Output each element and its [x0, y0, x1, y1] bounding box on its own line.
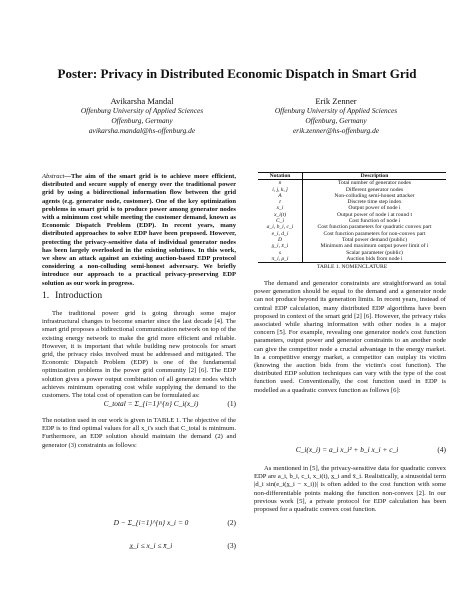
table-cell: x̲_i, x̄_i	[258, 243, 303, 249]
author-affiliation: Offenburg University of Applied Sciences	[80, 106, 204, 115]
table-cell: Cost function parameters for quadratic convex part	[317, 224, 432, 231]
section-heading	[42, 291, 102, 301]
section-number: 1.	[42, 291, 50, 301]
table-cell: Cost function parameters for non-convex part	[323, 230, 426, 237]
table-cell: s	[258, 250, 303, 256]
author-email: erik.zenner@hs-offenburg.de	[292, 126, 380, 135]
abstract	[42, 173, 236, 288]
equation-4	[262, 445, 446, 454]
equation-3	[80, 541, 236, 550]
table-cell: Output power of node i	[348, 205, 401, 212]
equation-expression: D − Σ_{i=1}^{n} x_i = 0	[113, 518, 189, 527]
table-cell: Discrete time step index	[347, 199, 402, 206]
author-block-1	[42, 96, 242, 136]
equation-number: (2)	[227, 518, 236, 527]
nomenclature-table	[258, 172, 446, 270]
table-header: Description	[303, 173, 447, 180]
table-cell: i, j, k, ĵ	[258, 187, 303, 193]
author-location: Offenburg, Germany	[305, 116, 367, 125]
abstract-text: —The aim of the smart grid is to achieve more efficient, distributed and secure supply of energy over the traditional power grid by using a bidirectional information flow between the grid agents (e.g. generator node, customer). One of the key optimization problems in smart grid is to produce power among generator nodes with a minimum cost while meeting the customer demand, known as Economic Dispatch Problem (EDP). In recent years, many distributed approaches to solve EDP have been proposed. However, protecting the privacy-sensitive data of individual generator nodes has been largely overlooked in the existing solutions. In this work, we show an attack against an existing auction-based EDP protocol considering a non-colluding semi-honest adversary. We briefly introduce our approach to a practical privacy-preserving EDP solution as our work in progress.	[42, 173, 236, 287]
paper-title: Poster: Privacy in Distributed Economic Dispatch in Smart Grid	[57, 66, 417, 81]
equation-number: (1)	[227, 399, 236, 408]
equation-expression: C_i(x_i) = a_i x_i² + b_i x_i + c_i	[295, 445, 399, 454]
equation-number: (4)	[437, 445, 446, 454]
table-cell: t	[258, 199, 303, 205]
table-row	[258, 180, 446, 187]
table-cell: C_i	[258, 218, 303, 224]
right-paragraph-1: The demand and generator constraints are straightforward as total power generation should be equal to the demand and a generator node can not produce beyond its generation limits. In recent years, instead of central EDP calculation, many distributed EDP algorithms have been proposed in context of the smart grid [2] [6]. However, the privacy risks associated while sharing information with other nodes is a major concern [5]. For example, revealing one generator node's cost function parameters, output power and generator constraints to an another node can give the competitor node a crucial advantage in the energy market. In a competitive energy market, a competitor can outplay its victim (knowing the auction bids from the victim's cost function). The distributed EDP solution techniques can vary with the type of the cost function used. Conventionally, the cost function used in EDP is modelled as a quadratic convex function as follows [6]:	[254, 280, 446, 394]
table-cell: Total power demand (public)	[341, 236, 407, 243]
table-cell: Scalar parameter (public)	[346, 249, 403, 256]
author-block-2	[236, 96, 436, 136]
table-cell: Cost function of node i	[348, 218, 401, 225]
equation-number: (3)	[227, 541, 236, 550]
table-cell: π_i, ρ_i	[258, 256, 303, 263]
table-cell: x_i	[258, 205, 303, 211]
author-location: Offenburg, Germany	[111, 116, 173, 125]
table-cell: Total number of generator nodes	[338, 180, 411, 187]
table-caption: TABLE 1. NOMENCLATURE	[316, 264, 388, 271]
equation-2	[80, 518, 236, 527]
abstract-label: Abstract	[42, 173, 65, 180]
table-cell: x_i(t)	[258, 212, 303, 218]
author-email: avikarsha.mandal@hs-offenburg.de	[88, 126, 196, 135]
table-row	[258, 224, 446, 230]
table-cell: Minimum and maximum output power limit of i	[320, 243, 429, 250]
table-header: Notation	[258, 173, 303, 180]
author-affiliation: Offenburg University of Applied Sciences	[274, 106, 398, 115]
equation-1	[80, 399, 236, 408]
intro-paragraph-1: The traditional power grid is going through some major infrastructural changes to become smarter since the last decade [4]. The smart grid proposes a bidirectional communication network on top of the existing energy network to make the grid more efficient and reliable. However, it is important that while building new protocols for smart grid, the privacy risks involved must be addressed and mitigated. The Economic Dispatch Problem (EDP) is one of the fundamental optimization problems in the power grid community [2] [6]. The EDP solution gives a power output combination of all generator nodes which achieves minimum operating cost while supplying the demand to the customers. The total cost of operation can be formulated as:	[42, 310, 236, 400]
equation-expression: x̲_i ≤ x_i ≤ x̄_i	[129, 541, 173, 550]
right-paragraph-2: As mentioned in [5], the privacy-sensitive data for quadratic convex EDP are a_i, b_i, c_i, x_i(t), x̲_i and x̄_i. Realistically, a sinusoidal term |d_i sin(e_i(x̲_i − x_i))| is often added to the cost function with some non-differentiable points making the function non-convex [2]. In our previous work [5], a private protocol for EDP calculation has been proposed for a quadratic convex cost function.	[254, 465, 446, 514]
table-cell: Auction bids from node i	[303, 256, 447, 263]
table-header-row	[258, 173, 446, 180]
table-cell: Non-colluding semi-honest attacker	[334, 192, 415, 199]
table-cell: Different generator nodes	[345, 186, 404, 193]
author-name: Erik Zenner	[315, 96, 357, 106]
table-cell: D	[258, 237, 303, 243]
table-row	[258, 243, 446, 249]
table	[258, 172, 446, 263]
table-cell: n	[258, 180, 303, 187]
author-name: Avikarsha Mandal	[110, 96, 174, 106]
table-cell: e_i, d_i	[258, 231, 303, 237]
table-row	[258, 256, 446, 263]
table-cell: Output power of node i at round t	[336, 211, 413, 218]
table-cell: a_i, b_i, c_i	[258, 224, 303, 230]
table-cell: A	[258, 193, 303, 199]
equation-expression: C_total = Σ_{i=1}^{n} C_i(x_i)	[103, 399, 199, 408]
section-title: Introduction	[55, 291, 103, 301]
intro-paragraph-2: The notation used in our work is given in TABLE 1. The objective of the EDP is to find optimal values for all x_i's such that C_total is minimum. Furthermore, an EDP solution should maintain the demand (2) and generator (3) constraints as follows:	[42, 417, 236, 449]
